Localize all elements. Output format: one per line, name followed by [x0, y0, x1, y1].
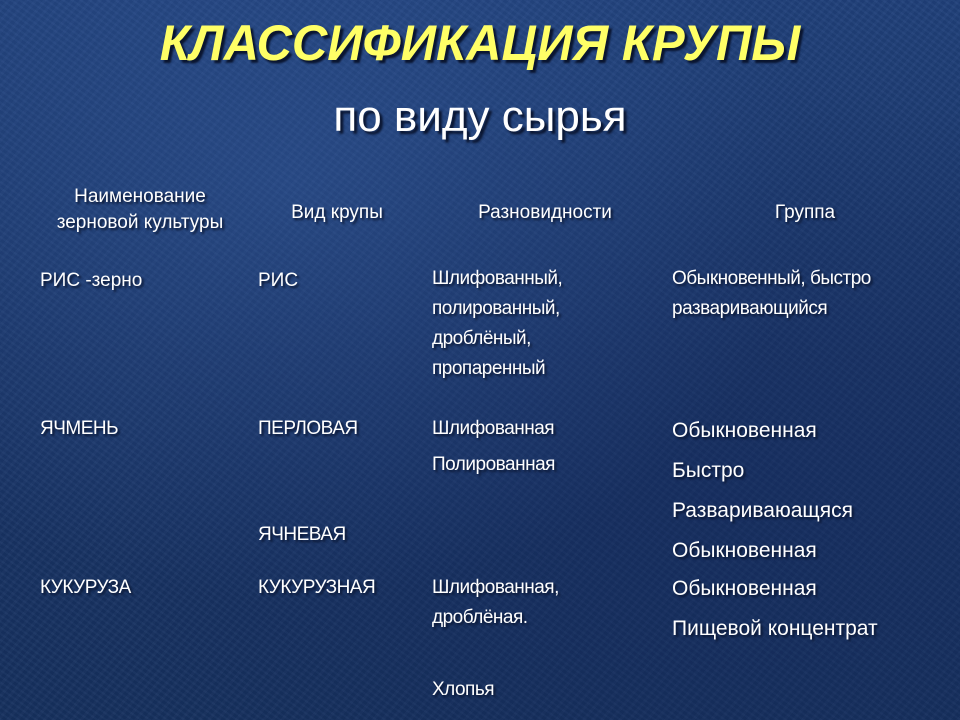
cell-kind-rice: РИС	[258, 270, 299, 291]
cell-variety-rice-4: пропаренный	[432, 358, 546, 379]
cell-culture-corn: КУКУРУЗА	[40, 577, 131, 598]
cell-group-barley-4: Обыкновенная	[672, 539, 817, 562]
cell-culture-barley: ЯЧМЕНЬ	[40, 418, 119, 439]
cell-variety-corn-1: Шлифованная,	[432, 577, 559, 598]
header-variety: Разновидности	[478, 202, 612, 223]
slide-title: КЛАССИФИКАЦИЯ КРУПЫ	[159, 15, 801, 71]
cell-group-barley-2: Быстро	[672, 459, 745, 482]
cell-kind-corn: КУКУРУЗНАЯ	[258, 577, 376, 598]
cell-kind-barley-1: ПЕРЛОВАЯ	[258, 418, 358, 439]
cell-culture-rice: РИС -зерно	[40, 270, 143, 291]
cell-variety-barley-1: Шлифованная	[432, 418, 555, 439]
header-kind: Вид крупы	[291, 202, 383, 223]
cell-group-barley-3: Развариваюащяся	[672, 499, 853, 522]
cell-kind-barley-2: ЯЧНЕВАЯ	[258, 524, 346, 545]
cell-group-rice-1: Обыкновенный, быстро	[672, 268, 871, 289]
cell-group-corn-1: Обыкновенная	[672, 577, 817, 600]
cell-variety-corn-3: Хлопья	[432, 679, 495, 700]
cell-variety-rice-2: полированный,	[432, 298, 560, 319]
cell-group-barley-1: Обыкновенная	[672, 419, 817, 442]
cell-variety-rice-1: Шлифованный,	[432, 268, 563, 289]
cell-variety-rice-3: дроблёный,	[432, 328, 531, 349]
cell-variety-barley-2: Полированная	[432, 454, 555, 475]
cell-group-rice-2: разваривающийся	[672, 298, 828, 319]
cell-variety-corn-2: дроблёная.	[432, 607, 528, 628]
header-culture: Наименование зерновой культуры	[56, 186, 224, 233]
slide-subtitle: по виду сырья	[333, 92, 627, 141]
header-group: Группа	[774, 202, 836, 223]
cell-group-corn-2: Пищевой концентрат	[672, 617, 878, 640]
